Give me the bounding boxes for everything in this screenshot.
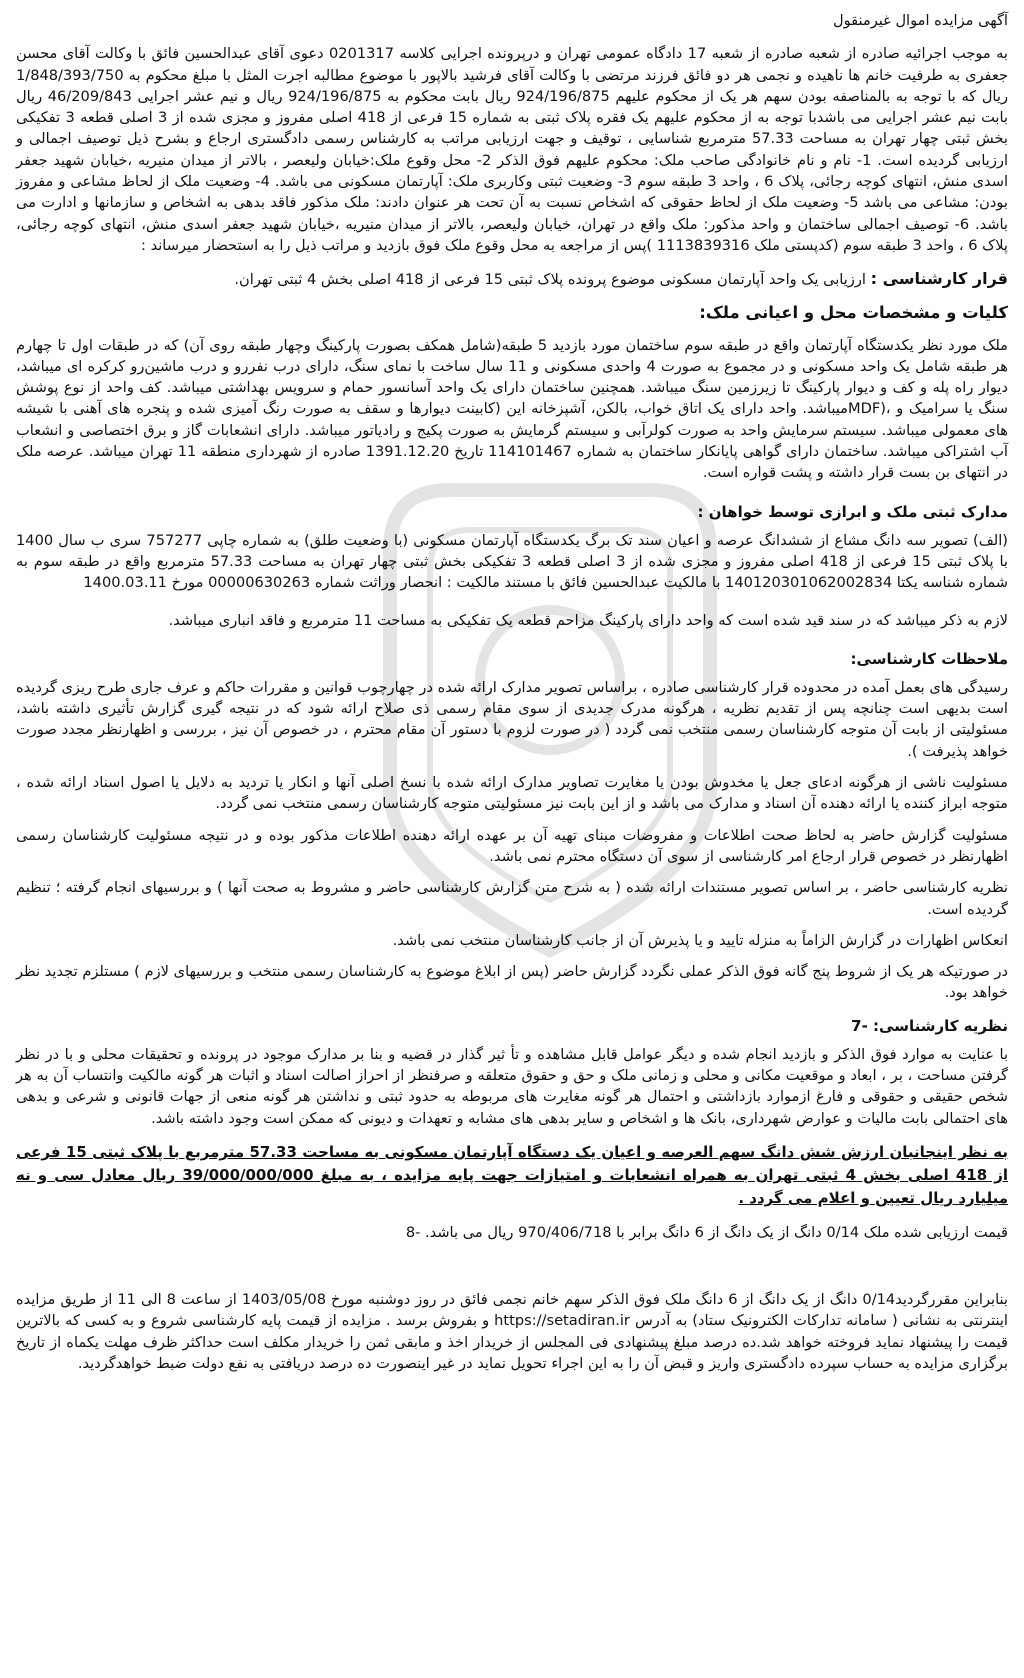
- note-item: انعکاس اظهارات در گزارش الزاماً به منزله تایید و یا پذیرش آن از جانب کارشناسان منتخب نمی باشد.: [392, 931, 1008, 949]
- note-item: مسئولیت ناشی از هرگونه ادعای جعل یا مخدوش بودن یا مغایرت تصاویر مدارک ارائه شده با نسخ اصلی آنها و انکار یا تردید به دلایل یا اصول اسناد ارائه شده ، متوجه ابراز کننده یا ارائه دهنده آن اسناد و مدارک می باشد و از این بابت نیز مسئولیتی متوجه کارشناسان رسمی منتخب نمی گردد.: [16, 774, 1008, 813]
- intro-paragraph: به موجب اجرائیه صادره از شعبه صادره از شعبه 17 دادگاه عمومی تهران و درپرونده اجرایی کلاسه 0201317 دعوی آقای عبدالحسین فائق با وکالت آقای محسن جعفری به طرفیت خانم ها ناهیده و نجمی هر دو فائق فرزند مرتضی با وکالت آقای فرشید بالاپور با موضوع مطالبه اجرت المثل با مبلغ محکوم به 1/848/393/750 ریال که با توجه به بالمناصفه بودن سهم هر یک از محکوم علیهم 924/196/875 ریال بابت محکوم به 924/196/875 ریال و نیم عشر اجرایی 46/209/843 ریال بابت نیم عشر اجرایی می باشدبا توجه به از محکوم علیهم یک فقره پلاک ثبتی به شماره 15 فرعی از 418 اصلی مفروز و مجزی شده از 3 اصلی قطعه 3 تفکیکی بخش ثبتی چهار تهران به مساحت 57.33 مترمربع شناسایی ، توقیف و جهت ارزیابی مراتب به کارشناس رسمی دادگستری ارجاع و بشرح ذیل توصیف اجمالی و ارزیابی گردیده است. 1- نام و نام خانوادگی صاحب ملک: محکوم علیهم فوق الذکر 2- محل وقوع ملک:خیابان ولیعصر ، بالاتر از میدان منیریه ،خیابان شهید جعفر اسدی منش، انتهای کوچه رجائی، پلاک 6 ، واحد 3 طبقه سوم 3- وضعیت ثبتی وکاربری ملک: آپارتمان مسکونی می باشد. 4- وضعیت ملک از لحاظ مشاعی و مفروز بودن: مشاعی می باشد 5- وضعیت ملک از لحاظ حقوقی که اشخاص نسبت به آن تحت هر عنوان دادند: ملک مذکور فاقد بدهی به اشخاص و سازمانها و ادارت می باشد. 6- توصیف اجمالی ساختمان و واحد مذکور: ملک واقع در تهران، خیابان ولیعصر، بالاتر از میدان منیریه ،خیابان شهید جعفر اسدی منش، انتهای کوچه رجائی، پلاک 6 ، واحد 3 طبقه سوم (کدپستی ملک 1113839316 )پس از مراجعه به محل وقوع ملک فوق بازدید و مراتب ذیل را به استحضار میرساند :: [16, 45, 1008, 254]
- share-price-line: قیمت ارزیابی شده ملک 0/14 دانگ از یک دانگ از 6 دانگ برابر با 970/406/718 ریال می باشد. -8: [405, 1223, 1008, 1241]
- notes-heading: ملاحظات کارشناسی:: [850, 649, 1008, 668]
- assignment-row: [16, 268, 1008, 290]
- assignment-label: قرار کارشناسی :: [870, 269, 1008, 289]
- assignment-text: ارزیابی یک واحد آپارتمان مسکونی موضوع پرونده پلاک ثبتی 15 فرعی از 418 اصلی بخش 4 ثبتی تهران.: [234, 271, 866, 289]
- opinion-paragraph: با عنایت به موارد فوق الذکر و بازدید انجام شده و دیگر عوامل قابل مشاهده و تأ ثیر گذار در قضیه و بنا بر مدارک موجود در پرونده و تحقیقات محلی و با در نظر گرفتن مساحت ، بر ، ابعاد و موقعیت مکانی و محلی و زمانی ملک و حق و حقوق متعلقه و صرفنظر از احراز اصالت اسناد و اثبات هر گونه مالکیت وانتساب آن به هر شخص حقیقی و حقوقی و فارغ ازموارد بازداشتی و احتمال هر گونه مغایرت های مربوطه به حدود ثبتی و نداشتن هر گونه منعی از جهات قانونی و شرعی و بدهی های احتمالی بابت مالیات و عوارض شهرداری، بانک ها و اشخاص و سایر بدهی های مشابه و تعهدات و دیونی که ممکن است وجود داشته باشد.: [16, 1045, 1008, 1127]
- note-item: مسئولیت گزارش حاضر به لحاظ صحت اطلاعات و مفروضات مبنای تهیه آن بر عهده ارائه دهنده اطلاعات مذکور بوده و در نتیجه مسئولیت کارشناسان رسمی اظهارنظر در خصوص قرار ارجاع امر کارشناسی از سوی آن دستگاه محترم نمی باشد.: [16, 826, 1008, 865]
- note-item: در صورتیکه هر یک از شروط پنج گانه فوق الذکر عملی نگردد گزارش حاضر (پس از ابلاغ موضوع به کارشناسان رسمی منتخب و بررسیهای لازم ) مستلزم تجدید نظر خواهد بود.: [16, 963, 1008, 1002]
- auction-paragraph: بنابراین مقررگردید0/14 دانگ از یک دانگ از 6 دانگ ملک فوق الذکر سهم خانم نجمی فائق در روز دوشنبه مورخ 1403/05/08 از ساعت 8 الی 11 از طریق مزایده اینترنتی به نشانی ( سامانه تدارکات الکترونیک ستاد) به آدرس https://setadiran.ir و بفروش برسد . مزایده از قیمت پایه کارشناسی شروع و به کسی که بالاترین قیمت را پیشنهاد نماید فروخته خواهد شد.ده درصد مبلغ پیشنهادی فی المجلس از خریدار اخذ و مابقی ثمن را خریدار مکلف است حداکثر ظرف مهلت یکماه از تاریخ برگزاری مزایده به حساب سپرده دادگستری واریز و قبض آن را به این اجراء تحویل نماید در غیر اینصورت ده درصد دریافتی به نفع دولت ضبط خواهدگردید.: [16, 1291, 1008, 1373]
- page-title: آگهی مزایده اموال غیرمنقول: [832, 12, 1008, 29]
- valuation-statement: به نظر اینجانبان ارزش شش دانگ سهم العرصه و اعیان یک دستگاه آپارتمان مسکونی به مساحت 57.33 مترمربع با پلاک ثبتی 15 فرعی از 418 اصلی بخش 4 ثبتی تهران به همراه انشعابات و امتیازات جهت پایه مزایده ، به مبلغ 39/000/000/000 ریال معادل سی و نه میلیارد ریال تعیین و اعلام می گردد .: [16, 1142, 1009, 1207]
- note-item: رسیدگی های بعمل آمده در محدوده قرار کارشناسی صادره ، براساس تصویر مدارک ارائه شده در چهارچوب قوانین و مقررات حاکم و عرف جاری طرح ریزی گردیده است بدیهی است چنانچه پس از تقدیم نظریه ، هرگونه مدرک جدیدی از سوی مقام رسمی ذی صلاح ارائه شود که در نتیجه گیری گزارش تأثیری داشته باشد، مسئولیتی از بابت آن متوجه کارشناسان رسمی منتخب نمی گردد ( در صورت لزوم با دستور آن مقام محترم ، در خصوص آن نیز ، بررسی و اظهارنظر مجدد صورت خواهد پذیرفت ).: [16, 678, 1008, 760]
- parking-note: لازم به ذکر میباشد که در سند قید شده است که واحد دارای پارکینگ مزاحم قطعه یک تفکیکی به مساحت 11 مترمربع و فاقد انباری میباشد.: [168, 611, 1008, 629]
- general-paragraph: ملک مورد نظر یکدستگاه آپارتمان واقع در طبقه سوم ساختمان مورد بازدید 5 طبقه(شامل همکف بصورت پارکینگ وچهار طبقه روی آن) که در طبقات اول تا چهارم هر طبقه شامل یک واحد مسکونی و در مجموع به صورت 4 واحدی مسکونی و 11 سال ساخت با نمای سنگ، دارای درب نفررو و درب ماشین‌رو کرکره ای میباشد، دیوار راه پله و کف و دیوار پارکینگ تا زیرزمین سنگ میباشد. همچنین ساختمان دارای یک واحد آسانسور حمام و سرویس بهداشتی میباشد. کف واحد از نوع پوشش سنگ یا سرامیک و ،(MDFمیباشد. واحد دارای یک اتاق خواب، بالکن، آشپزخانه این (کابینت دیوارها و سقف به صورت رنگ آمیزی شده و پنجره های آهنی با شیشه های معمولی میباشد. سیستم سرمایش واحد به صورت کولرآبی و سیستم گرمایش به صورت پکیج و رادیاتور میباشد. دارای انشعابات گاز و برق اختصاصی و انشعاب آب اشتراکی میباشد. ساختمان دارای گواهی پایانکار ساختمان به شماره 114101467 تاریخ 1391.12.20 صادره از شهرداری منطقه 11 تهران میباشد. عرصه ملک در انتهای بن بست قرار داشته و پشت قواره است.: [16, 336, 1009, 482]
- docs-heading: مدارک ثبتی ملک و ابرازی توسط خواهان :: [697, 502, 1008, 521]
- opinion-heading: نظریه کارشناسی: -7: [851, 1016, 1008, 1035]
- general-heading: کلیات و مشخصات محل و اعیانی ملک:: [699, 302, 1008, 322]
- docs-paragraph: (الف) تصویر سه دانگ مشاع از ششدانگ عرصه و اعیان سند تک برگ یکدستگاه آپارتمان مسکونی (با وضعیت طلق) به شماره چاپی 757277 سری ب سال 1400 با پلاک ثبتی 15 فرعی از 418 اصلی مفروز و مجزی شده از 3 اصلی قطعه 3 تفکیکی بخش ثبتی چهار تهران به مساحت 57.33 مترمربع واقع در طبقه سوم به شماره شناسه یکتا 140120301062002834 با مالکیت عبدالحسین فائق با مستند مالکیت : انحصار وراثت شماره 00000630263 مورخ 1400.03.11: [16, 531, 1008, 592]
- note-item: نظریه کارشناسی حاضر ، بر اساس تصویر مستندات ارائه شده ( به شرح متن گزارش کارشناسی حاضر و مشروط به صحت آنها ) و بررسیهای انجام گرفته ؛ تنظیم گردیده است.: [16, 879, 1008, 918]
